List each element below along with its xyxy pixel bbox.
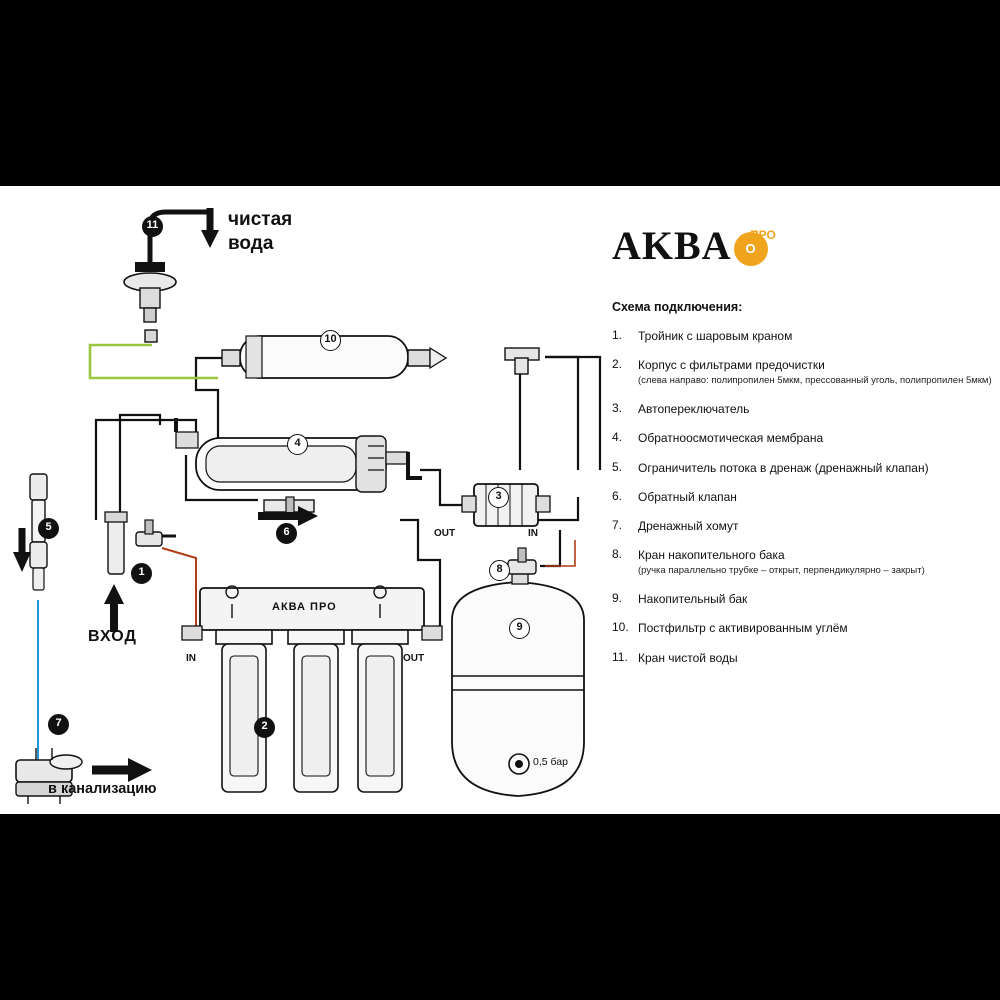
legend-item — [612, 620, 992, 636]
legend-item-subtext: (ручка параллельно трубке – открыт, перпендикулярно – закрыт) — [638, 565, 925, 577]
legend-item-text — [638, 460, 929, 476]
legend-item — [612, 357, 992, 388]
legend-item-number: 10. — [612, 620, 629, 635]
legend-item — [612, 430, 992, 446]
legend-item-text — [638, 430, 823, 446]
legend-item-text — [638, 401, 749, 417]
legend-item-title: Кран чистой воды — [638, 650, 738, 665]
legend-item-title: Автопереключатель — [638, 402, 750, 417]
tank-pressure-label: 0,5 бар — [533, 756, 568, 768]
legend-item-number: 5. — [612, 459, 623, 474]
legend-item — [612, 401, 992, 417]
clean-water-line1: чистая — [228, 209, 293, 230]
callout-9: 9 — [509, 618, 530, 639]
legend-title: Схема подключения: — [612, 300, 743, 314]
switch-in-label: IN — [528, 528, 538, 539]
legend-item-title: Накопительный бак — [638, 592, 748, 607]
tank-valve-art — [508, 548, 536, 574]
legend-item-number: 4. — [612, 430, 623, 445]
postfilter-art — [222, 336, 539, 378]
legend-item-number: 8. — [612, 547, 623, 562]
legend-item-number: 6. — [612, 488, 623, 503]
brand-circle-mark: O — [734, 232, 768, 266]
legend-item-number: 2. — [612, 357, 623, 372]
legend-item-title: Постфильтр с активированным углём — [638, 621, 848, 636]
legend-item — [612, 547, 992, 578]
legend-item-text — [638, 518, 739, 534]
brand-suffix: ПРО — [750, 228, 776, 242]
prefilter-housings-art — [182, 586, 442, 792]
prefilter-out-label: OUT — [403, 653, 425, 664]
clean-water-label — [228, 208, 292, 256]
legend-item-subtext: (слева направо: полипропилен 5мкм, прессованный уголь, полипропилен 5мкм) — [638, 375, 992, 387]
legend-item — [612, 328, 992, 344]
legend-list — [612, 328, 992, 666]
legend-item-number: 7. — [612, 517, 623, 532]
inlet-label: ВХОД — [88, 628, 137, 645]
legend-item — [612, 489, 992, 505]
legend-item-title: Обратноосмотическая мембрана — [638, 431, 824, 446]
legend-item-title: Обратный клапан — [638, 489, 737, 504]
callout-2: 2 — [254, 717, 275, 738]
legend-item-title: Кран накопительного бака — [638, 548, 785, 563]
legend-item-number: 1. — [612, 328, 623, 342]
brand-wordmark: AKBA — [612, 223, 732, 268]
legend-item-text — [638, 591, 747, 607]
legend-item-text — [638, 650, 738, 666]
clean-water-line2: вода — [228, 232, 274, 254]
clean-water-faucet-art — [124, 208, 219, 342]
brand-logo — [612, 222, 776, 276]
switch-out-label: OUT — [434, 528, 456, 539]
legend-item — [612, 650, 992, 666]
ro-membrane-art — [176, 418, 422, 492]
legend-item-text — [638, 357, 992, 388]
legend-item-title: Дренажный хомут — [638, 518, 739, 533]
legend-item-number: 3. — [612, 401, 623, 416]
legend-item-text — [638, 547, 925, 578]
check-valve-art — [258, 497, 318, 526]
legend-item-text — [638, 489, 737, 505]
callout-8: 8 — [489, 560, 510, 581]
legend-item — [612, 518, 992, 534]
callout-6: 6 — [276, 523, 297, 544]
callout-1: 1 — [131, 563, 152, 584]
callout-4: 4 — [287, 434, 308, 455]
legend-item-title: Тройник с шаровым краном — [638, 329, 793, 343]
legend-item-title: Корпус с фильтрами предочистки — [638, 358, 825, 373]
prefilter-in-label: IN — [186, 653, 196, 664]
legend-item — [612, 460, 992, 476]
legend-item-text — [638, 620, 848, 636]
callout-11: 11 — [142, 216, 163, 237]
legend-panel — [612, 300, 992, 679]
housing-brand-label: АКВА ПРО — [272, 601, 337, 613]
callout-7: 7 — [48, 714, 69, 735]
callout-10: 10 — [320, 330, 341, 351]
callout-5: 5 — [38, 518, 59, 539]
sewer-label: в канализацию — [48, 781, 157, 797]
legend-item-title: Ограничитель потока в дренаж (дренажный клапан) — [638, 460, 929, 475]
legend-item-number: 9. — [612, 591, 623, 606]
legend-item-text — [638, 328, 792, 344]
legend-item-number: 11. — [612, 649, 628, 664]
legend-item — [612, 591, 992, 607]
callout-3: 3 — [488, 487, 509, 508]
